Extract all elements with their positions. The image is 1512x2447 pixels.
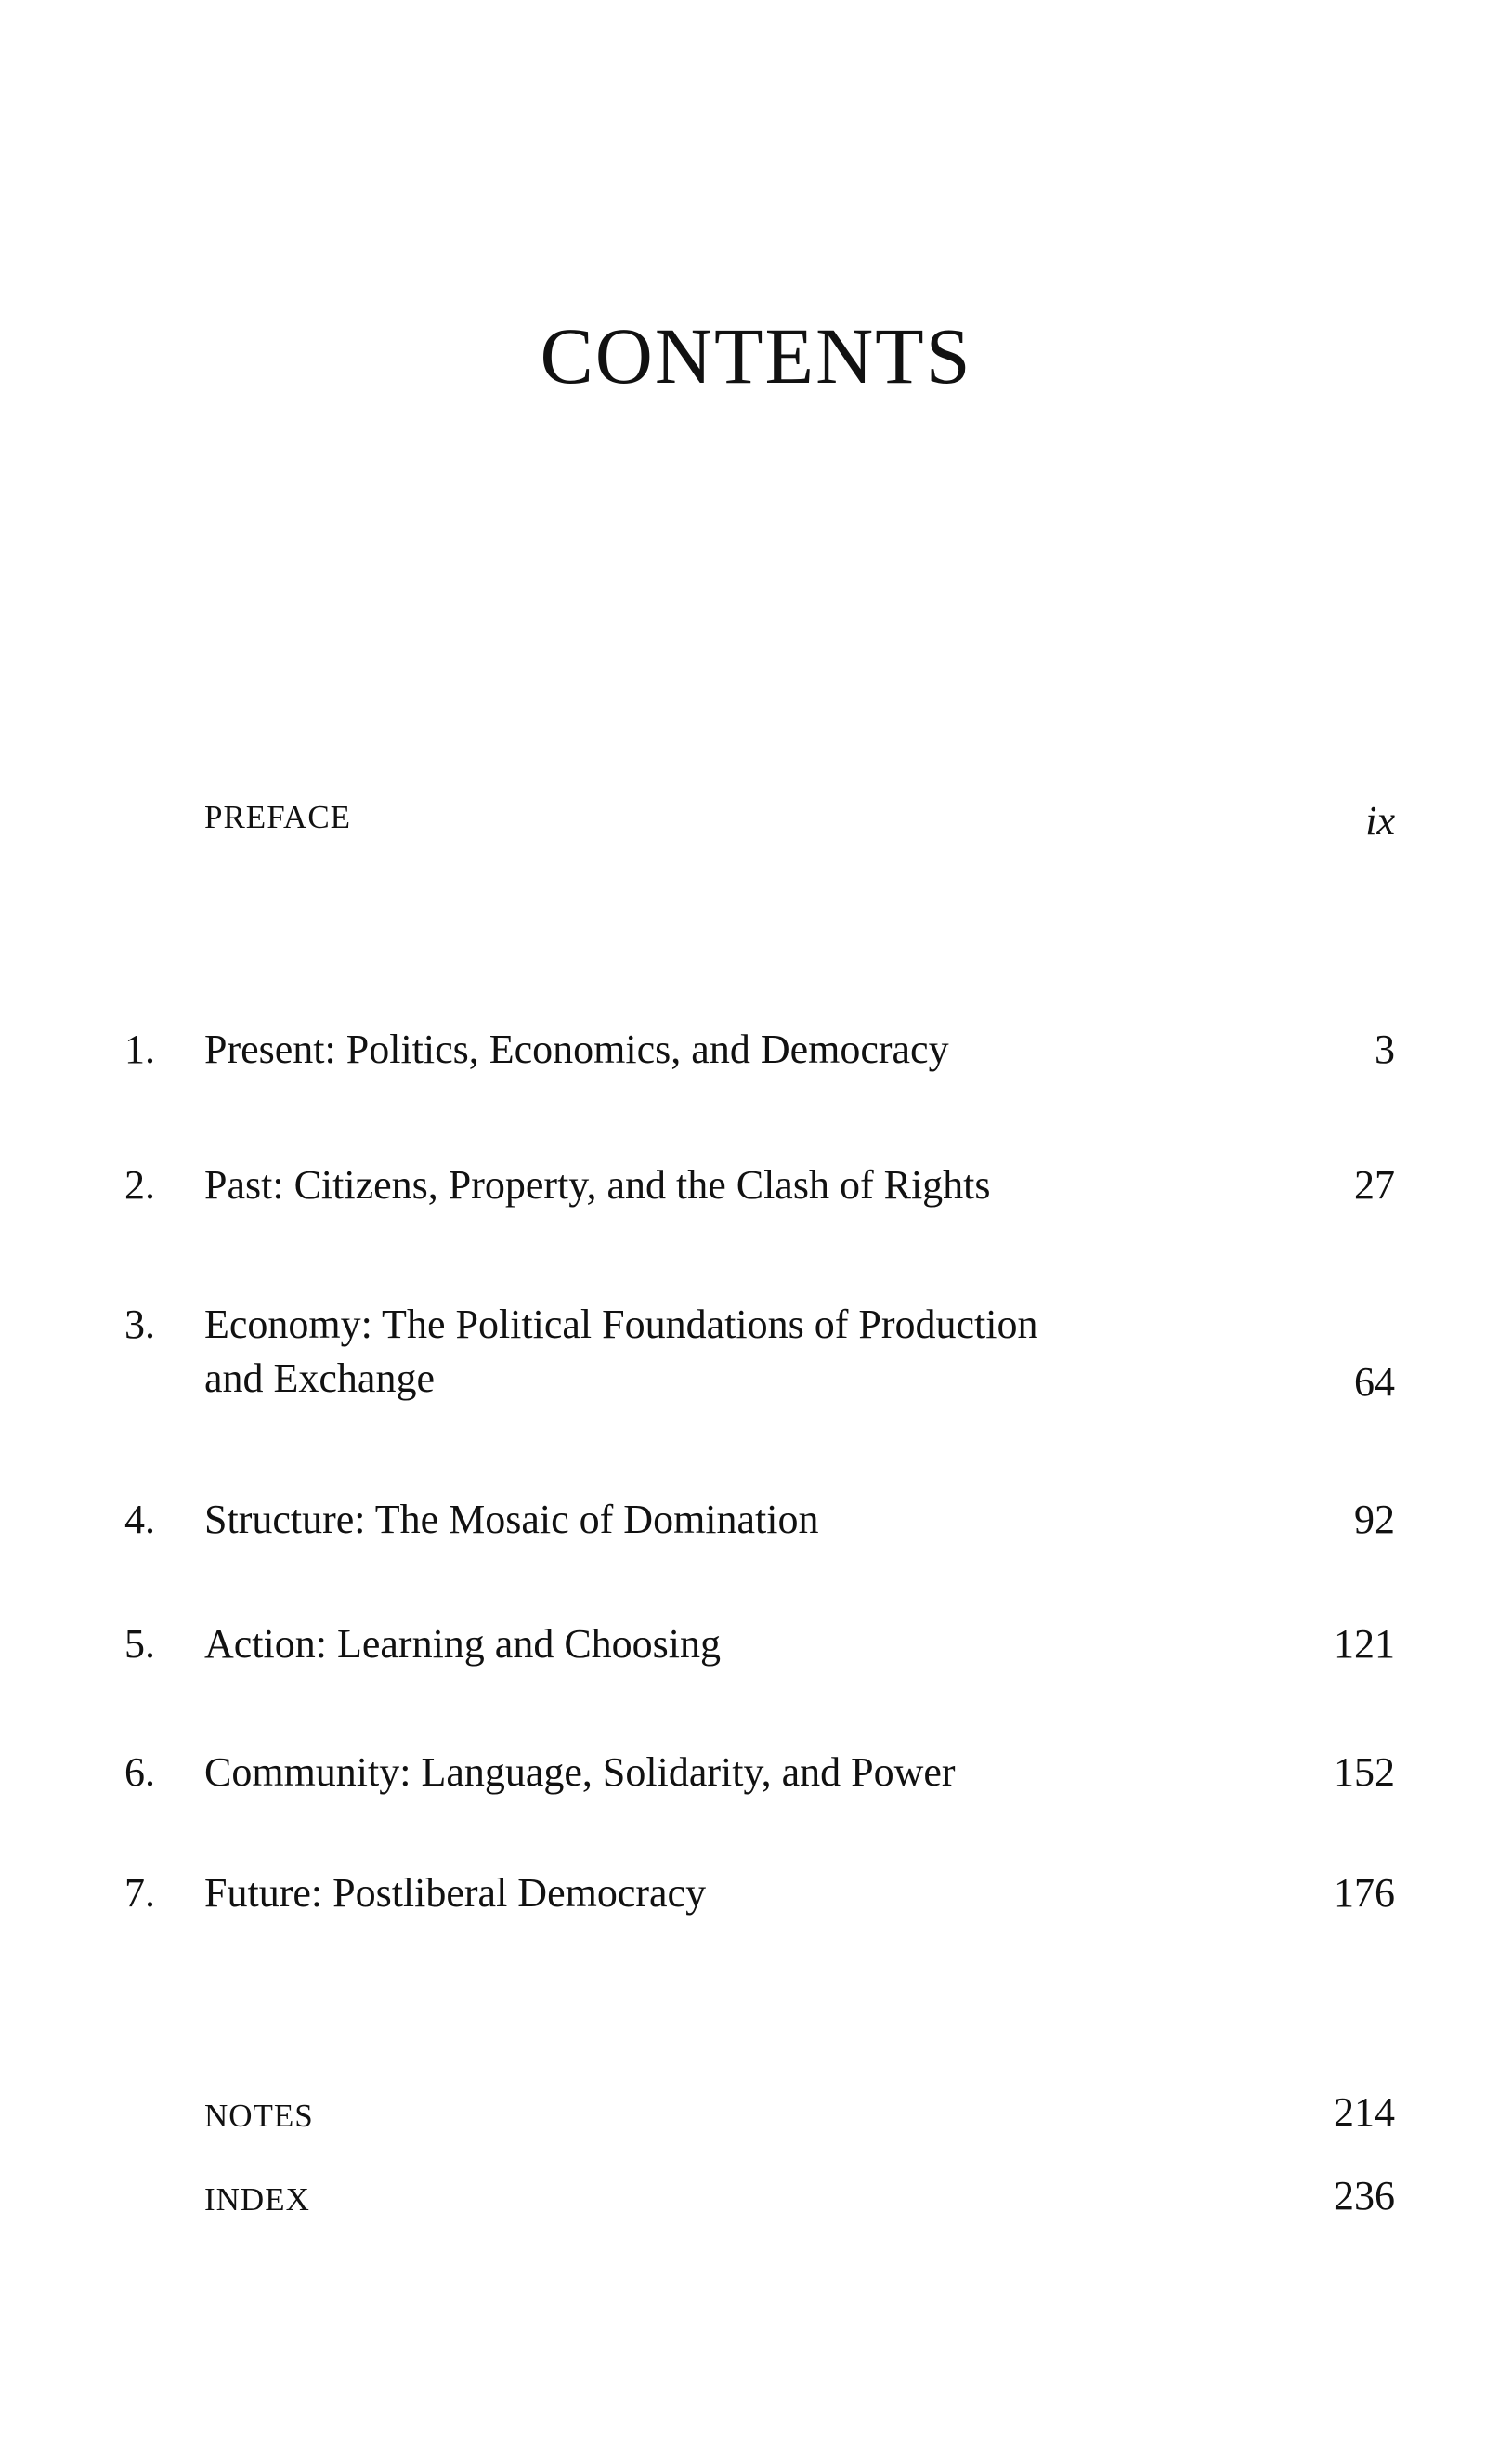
entry-label: PREFACE bbox=[204, 799, 352, 835]
chapter-number: 5. bbox=[124, 1621, 155, 1667]
entry-page-number: ix bbox=[1365, 798, 1395, 844]
entry-page-number: 3 bbox=[1375, 1027, 1395, 1072]
chapter-title: Community: Language, Solidarity, and Power bbox=[204, 1749, 956, 1795]
entry-page-number: 214 bbox=[1334, 2089, 1395, 2135]
chapter-title-line-1: Economy: The Political Foundations of Production bbox=[204, 1302, 1038, 1347]
chapter-title: Future: Postliberal Democracy bbox=[204, 1870, 707, 1916]
chapter-title-line-2: and Exchange bbox=[204, 1355, 435, 1401]
entry-label: INDEX bbox=[204, 2181, 310, 2218]
entry-page-number: 92 bbox=[1354, 1497, 1395, 1542]
entry-page-number: 236 bbox=[1334, 2173, 1395, 2218]
entry-page-number: 121 bbox=[1334, 1621, 1395, 1667]
entry-page-number: 152 bbox=[1334, 1749, 1395, 1795]
chapter-number: 6. bbox=[124, 1749, 155, 1795]
chapter-number: 2. bbox=[124, 1162, 155, 1208]
chapter-number: 3. bbox=[124, 1302, 155, 1347]
chapter-number: 4. bbox=[124, 1497, 155, 1542]
page-title: CONTENTS bbox=[540, 311, 972, 400]
chapter-title: Present: Politics, Economics, and Democracy bbox=[204, 1027, 949, 1072]
chapter-title: Action: Learning and Choosing bbox=[204, 1621, 722, 1667]
chapter-number: 1. bbox=[124, 1027, 155, 1072]
chapter-title: Past: Citizens, Property, and the Clash of Rights bbox=[204, 1162, 991, 1208]
chapter-number: 7. bbox=[124, 1870, 155, 1916]
entry-page-number: 27 bbox=[1354, 1162, 1395, 1208]
entry-page-number: 64 bbox=[1354, 1359, 1395, 1405]
chapter-title: Structure: The Mosaic of Domination bbox=[204, 1497, 819, 1542]
entry-label: NOTES bbox=[204, 2098, 314, 2134]
chapter-title bbox=[204, 1304, 1037, 1399]
entry-page-number: 176 bbox=[1334, 1870, 1395, 1916]
